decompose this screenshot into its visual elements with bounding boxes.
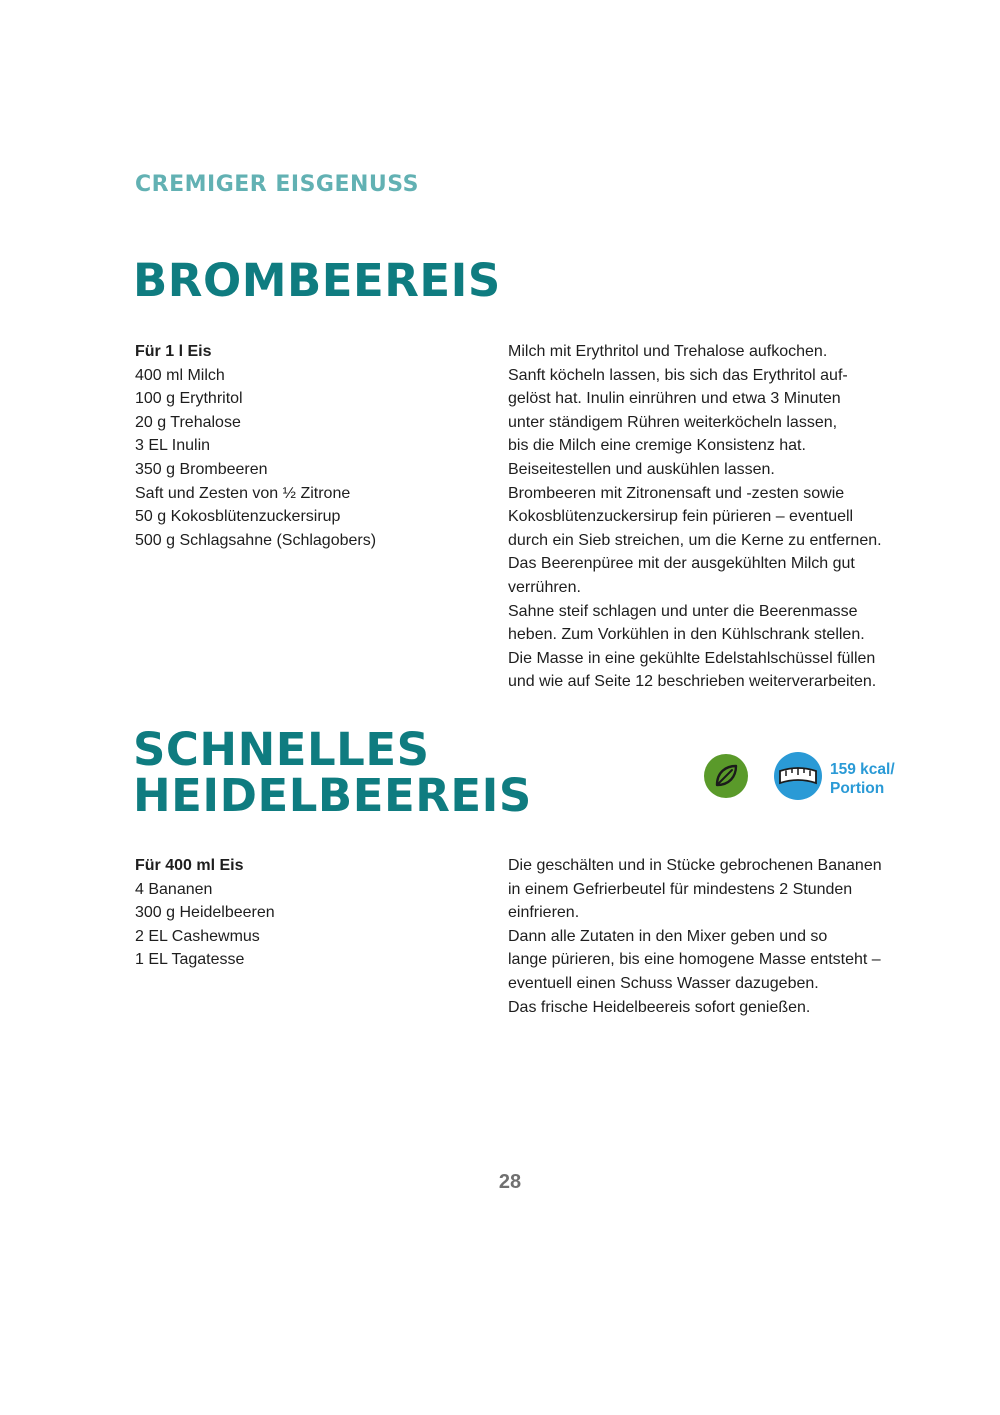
instruction-line: heben. Zum Vorkühlen in den Kühlschrank stellen. xyxy=(508,626,865,644)
ingredient-item: 3 EL Inulin xyxy=(135,437,211,455)
ingredient-list xyxy=(135,340,376,552)
ingredient-item: 1 EL Tagatesse xyxy=(135,951,245,969)
instruction-line: Beiseitestellen und auskühlen lassen. xyxy=(508,460,775,478)
vegan-badge xyxy=(704,754,748,798)
instructions-text xyxy=(508,854,882,1019)
instruction-line: verrühren. xyxy=(508,578,581,596)
instruction-line: bis die Milch eine cremige Konsistenz hat. xyxy=(508,437,806,455)
instruction-line: unter ständigem Rühren weiterköcheln lassen, xyxy=(508,413,838,431)
kcal-label xyxy=(830,760,895,798)
instruction-line: Das Beerenpüree mit der ausgekühlten Milch gut xyxy=(508,555,855,573)
section-kicker: CREMIGER EISGENUSS xyxy=(135,172,419,197)
kcal-badge xyxy=(774,752,822,800)
instruction-line: Die geschälten und in Stücke gebrochenen Bananen xyxy=(508,857,882,874)
ingredient-item: 100 g Erythritol xyxy=(135,390,243,408)
page-number: 28 xyxy=(498,1171,522,1193)
ingredient-item: 4 Bananen xyxy=(135,880,213,898)
ingredient-item: 300 g Heidelbeeren xyxy=(135,904,275,922)
ingredient-item: 2 EL Cashewmus xyxy=(135,927,260,945)
instruction-line: Brombeeren mit Zitronensaft und -zesten sowie xyxy=(508,484,845,502)
instruction-line: in einem Gefrierbeutel für mindestens 2 Stunden xyxy=(508,880,853,898)
ingredient-item: Saft und Zesten von ½ Zitrone xyxy=(135,484,351,502)
instruction-line: und wie auf Seite 12 beschrieben weiterverarbeiten. xyxy=(508,673,877,691)
recipe-yield: Für 400 ml Eis xyxy=(135,857,244,874)
ingredient-item: 500 g Schlagsahne (Schlagobers) xyxy=(135,531,377,549)
kcal-value: 159 kcal/ xyxy=(830,761,895,778)
ingredient-item: 50 g Kokosblütenzuckersirup xyxy=(135,508,341,526)
instructions-text xyxy=(508,340,882,694)
instruction-line: Dann alle Zutaten in den Mixer geben und so xyxy=(508,927,828,945)
ingredient-list xyxy=(135,854,275,972)
recipe-yield: Für 1 l Eis xyxy=(135,343,212,360)
instruction-line: lange pürieren, bis eine homogene Masse entsteht – xyxy=(508,951,881,969)
instruction-line: Kokosblütenzuckersirup fein pürieren – eventuell xyxy=(508,508,854,526)
instruction-line: Sanft köcheln lassen, bis sich das Erythritol auf- xyxy=(508,366,848,384)
instruction-line: durch ein Sieb streichen, um die Kerne zu entfernen. xyxy=(508,531,882,549)
leaf-icon xyxy=(712,762,740,790)
instruction-line: Sahne steif schlagen und unter die Beerenmasse xyxy=(508,602,858,620)
ingredient-item: 350 g Brombeeren xyxy=(135,460,268,478)
recipe-title-line: HEIDELBEEREIS xyxy=(133,769,532,822)
instruction-line: Das frische Heidelbeereis sofort genießen. xyxy=(508,998,811,1016)
instruction-line: eventuell einen Schuss Wasser dazugeben. xyxy=(508,974,819,992)
measuring-tape-icon xyxy=(777,764,819,788)
recipe-title-heidelbeereis xyxy=(133,723,532,822)
instruction-line: einfrieren. xyxy=(508,904,580,922)
instruction-line: Die Masse in eine gekühlte Edelstahlschüssel füllen xyxy=(508,649,876,667)
ingredient-item: 400 ml Milch xyxy=(135,366,225,384)
recipe-title-line: SCHNELLES xyxy=(133,723,430,776)
instruction-line: gelöst hat. Inulin einrühren und etwa 3 Minuten xyxy=(508,390,841,408)
recipe-title-brombeereis: BROMBEEREIS xyxy=(133,254,501,307)
instruction-line: Milch mit Erythritol und Trehalose aufkochen. xyxy=(508,343,828,360)
ingredient-item: 20 g Trehalose xyxy=(135,413,241,431)
kcal-unit: Portion xyxy=(830,780,885,797)
